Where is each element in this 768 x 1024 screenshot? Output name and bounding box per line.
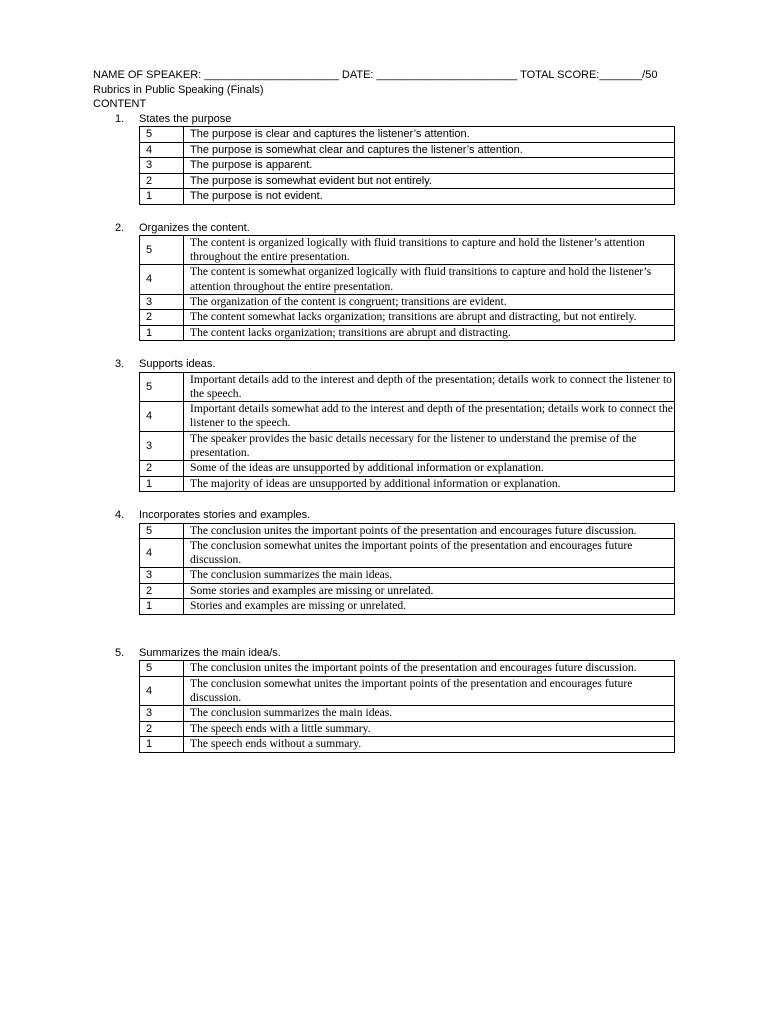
table-row	[140, 568, 675, 584]
descriptor-cell: Stories and examples are missing or unrelated.	[184, 599, 675, 615]
descriptor-cell: The purpose is somewhat clear and captures the listener’s attention.	[184, 142, 675, 158]
descriptor-cell: The content somewhat lacks organization; transitions are abrupt and distracting, but not entirely.	[184, 310, 675, 326]
descriptor-cell: The speech ends without a summary.	[184, 737, 675, 753]
descriptor-cell: The conclusion unites the important points of the presentation and encourages future discussion.	[184, 523, 675, 539]
descriptor-cell: Some of the ideas are unsupported by additional information or explanation.	[184, 461, 675, 477]
score-cell: 2	[140, 721, 184, 737]
table-row	[140, 523, 675, 539]
table-row	[140, 372, 675, 401]
table-row	[140, 721, 675, 737]
score-cell: 3	[140, 568, 184, 584]
score-cell: 4	[140, 265, 184, 294]
table-row	[140, 737, 675, 753]
category-heading: CONTENT	[93, 98, 147, 110]
criterion-label: Summarizes the main idea/s.	[139, 646, 281, 659]
score-cell: 4	[140, 402, 184, 431]
descriptor-cell: The purpose is somewhat evident but not entirely.	[184, 173, 675, 189]
table-row	[140, 127, 675, 143]
section-spacer	[93, 341, 683, 357]
section-spacer	[93, 492, 683, 508]
descriptor-cell: The content lacks organization; transitions are abrupt and distracting.	[184, 325, 675, 341]
table-row	[140, 173, 675, 189]
table-row	[140, 461, 675, 477]
criterion-number: 2.	[115, 221, 125, 234]
descriptor-cell: The conclusion summarizes the main ideas.	[184, 568, 675, 584]
criterion-number: 4.	[115, 509, 125, 522]
criterion-title	[93, 221, 683, 236]
criterion-label: Incorporates stories and examples.	[139, 509, 311, 522]
rubric-table	[139, 235, 675, 341]
table-row	[140, 310, 675, 326]
descriptor-cell: The content is somewhat organized logically with fluid transitions to capture and hold the listener’s attention throughout the entire presentation.	[184, 265, 675, 294]
table-row	[140, 294, 675, 310]
criterion-number: 1.	[115, 112, 125, 125]
table-row	[140, 661, 675, 677]
score-cell: 1	[140, 189, 184, 205]
criterion-label: Supports ideas.	[139, 358, 216, 371]
document-title: Rubrics in Public Speaking (Finals)	[93, 83, 264, 96]
descriptor-cell: The speech ends with a little summary.	[184, 721, 675, 737]
table-row	[140, 676, 675, 705]
score-cell: 1	[140, 476, 184, 492]
table-row	[140, 706, 675, 722]
descriptor-cell: Important details somewhat add to the interest and depth of the presentation; details work to connect the listener to the speech.	[184, 402, 675, 431]
criterion-title	[93, 508, 683, 523]
header-fields-line: NAME OF SPEAKER: ______________________ DATE: _______________________ TOTAL SCORE:_______/50	[93, 69, 658, 81]
rubric-document	[93, 68, 683, 753]
score-cell: 1	[140, 737, 184, 753]
table-row	[140, 265, 675, 294]
descriptor-cell: The conclusion unites the important points of the presentation and encourages future discussion.	[184, 661, 675, 677]
descriptor-cell: Important details add to the interest and depth of the presentation; details work to connect the listener to the speech.	[184, 372, 675, 401]
criterion-label: Organizes the content.	[139, 221, 250, 234]
score-cell: 4	[140, 142, 184, 158]
table-row	[140, 142, 675, 158]
score-cell: 4	[140, 539, 184, 568]
descriptor-cell: The purpose is clear and captures the listener’s attention.	[184, 127, 675, 143]
criterion-title	[93, 646, 683, 661]
rubric-table	[139, 523, 675, 615]
rubric-table	[139, 660, 675, 752]
descriptor-cell: The conclusion summarizes the main ideas.	[184, 706, 675, 722]
descriptor-cell: The purpose is not evident.	[184, 189, 675, 205]
table-row	[140, 476, 675, 492]
section-spacer	[93, 205, 683, 221]
score-cell: 5	[140, 236, 184, 265]
table-row	[140, 402, 675, 431]
criterion-section-3	[93, 357, 683, 492]
criterion-title	[93, 357, 683, 372]
criterion-section-1	[93, 112, 683, 205]
score-cell: 1	[140, 325, 184, 341]
table-row	[140, 431, 675, 460]
descriptor-cell: The content is organized logically with fluid transitions to capture and hold the listener’s attention throughout the entire presentation.	[184, 236, 675, 265]
score-cell: 2	[140, 461, 184, 477]
score-cell: 5	[140, 661, 184, 677]
table-row	[140, 583, 675, 599]
descriptor-cell: The conclusion somewhat unites the important points of the presentation and encourages future discussion.	[184, 539, 675, 568]
rubric-table	[139, 126, 675, 205]
score-cell: 3	[140, 431, 184, 460]
score-cell: 3	[140, 706, 184, 722]
descriptor-cell: The organization of the content is congruent; transitions are evident.	[184, 294, 675, 310]
table-row	[140, 539, 675, 568]
score-cell: 5	[140, 372, 184, 401]
section-spacer	[93, 615, 683, 646]
score-cell: 1	[140, 599, 184, 615]
criterion-section-4	[93, 508, 683, 615]
score-cell: 5	[140, 127, 184, 143]
descriptor-cell: The majority of ideas are unsupported by additional information or explanation.	[184, 476, 675, 492]
criterion-title	[93, 112, 683, 127]
score-cell: 3	[140, 158, 184, 174]
criterion-section-5	[93, 646, 683, 753]
criterion-number: 5.	[115, 646, 125, 659]
score-cell: 5	[140, 523, 184, 539]
table-row	[140, 158, 675, 174]
table-row	[140, 236, 675, 265]
table-row	[140, 599, 675, 615]
score-cell: 3	[140, 294, 184, 310]
score-cell: 4	[140, 676, 184, 705]
descriptor-cell: The conclusion somewhat unites the important points of the presentation and encourages future discussion.	[184, 676, 675, 705]
criterion-label: States the purpose	[139, 112, 232, 125]
table-row	[140, 325, 675, 341]
table-row	[140, 189, 675, 205]
rubric-table	[139, 372, 675, 492]
score-cell: 2	[140, 310, 184, 326]
score-cell: 2	[140, 583, 184, 599]
score-cell: 2	[140, 173, 184, 189]
descriptor-cell: The purpose is apparent.	[184, 158, 675, 174]
descriptor-cell: Some stories and examples are missing or unrelated.	[184, 583, 675, 599]
descriptor-cell: The speaker provides the basic details necessary for the listener to understand the premise of the presentation.	[184, 431, 675, 460]
criterion-section-2	[93, 221, 683, 342]
criterion-number: 3.	[115, 358, 125, 371]
